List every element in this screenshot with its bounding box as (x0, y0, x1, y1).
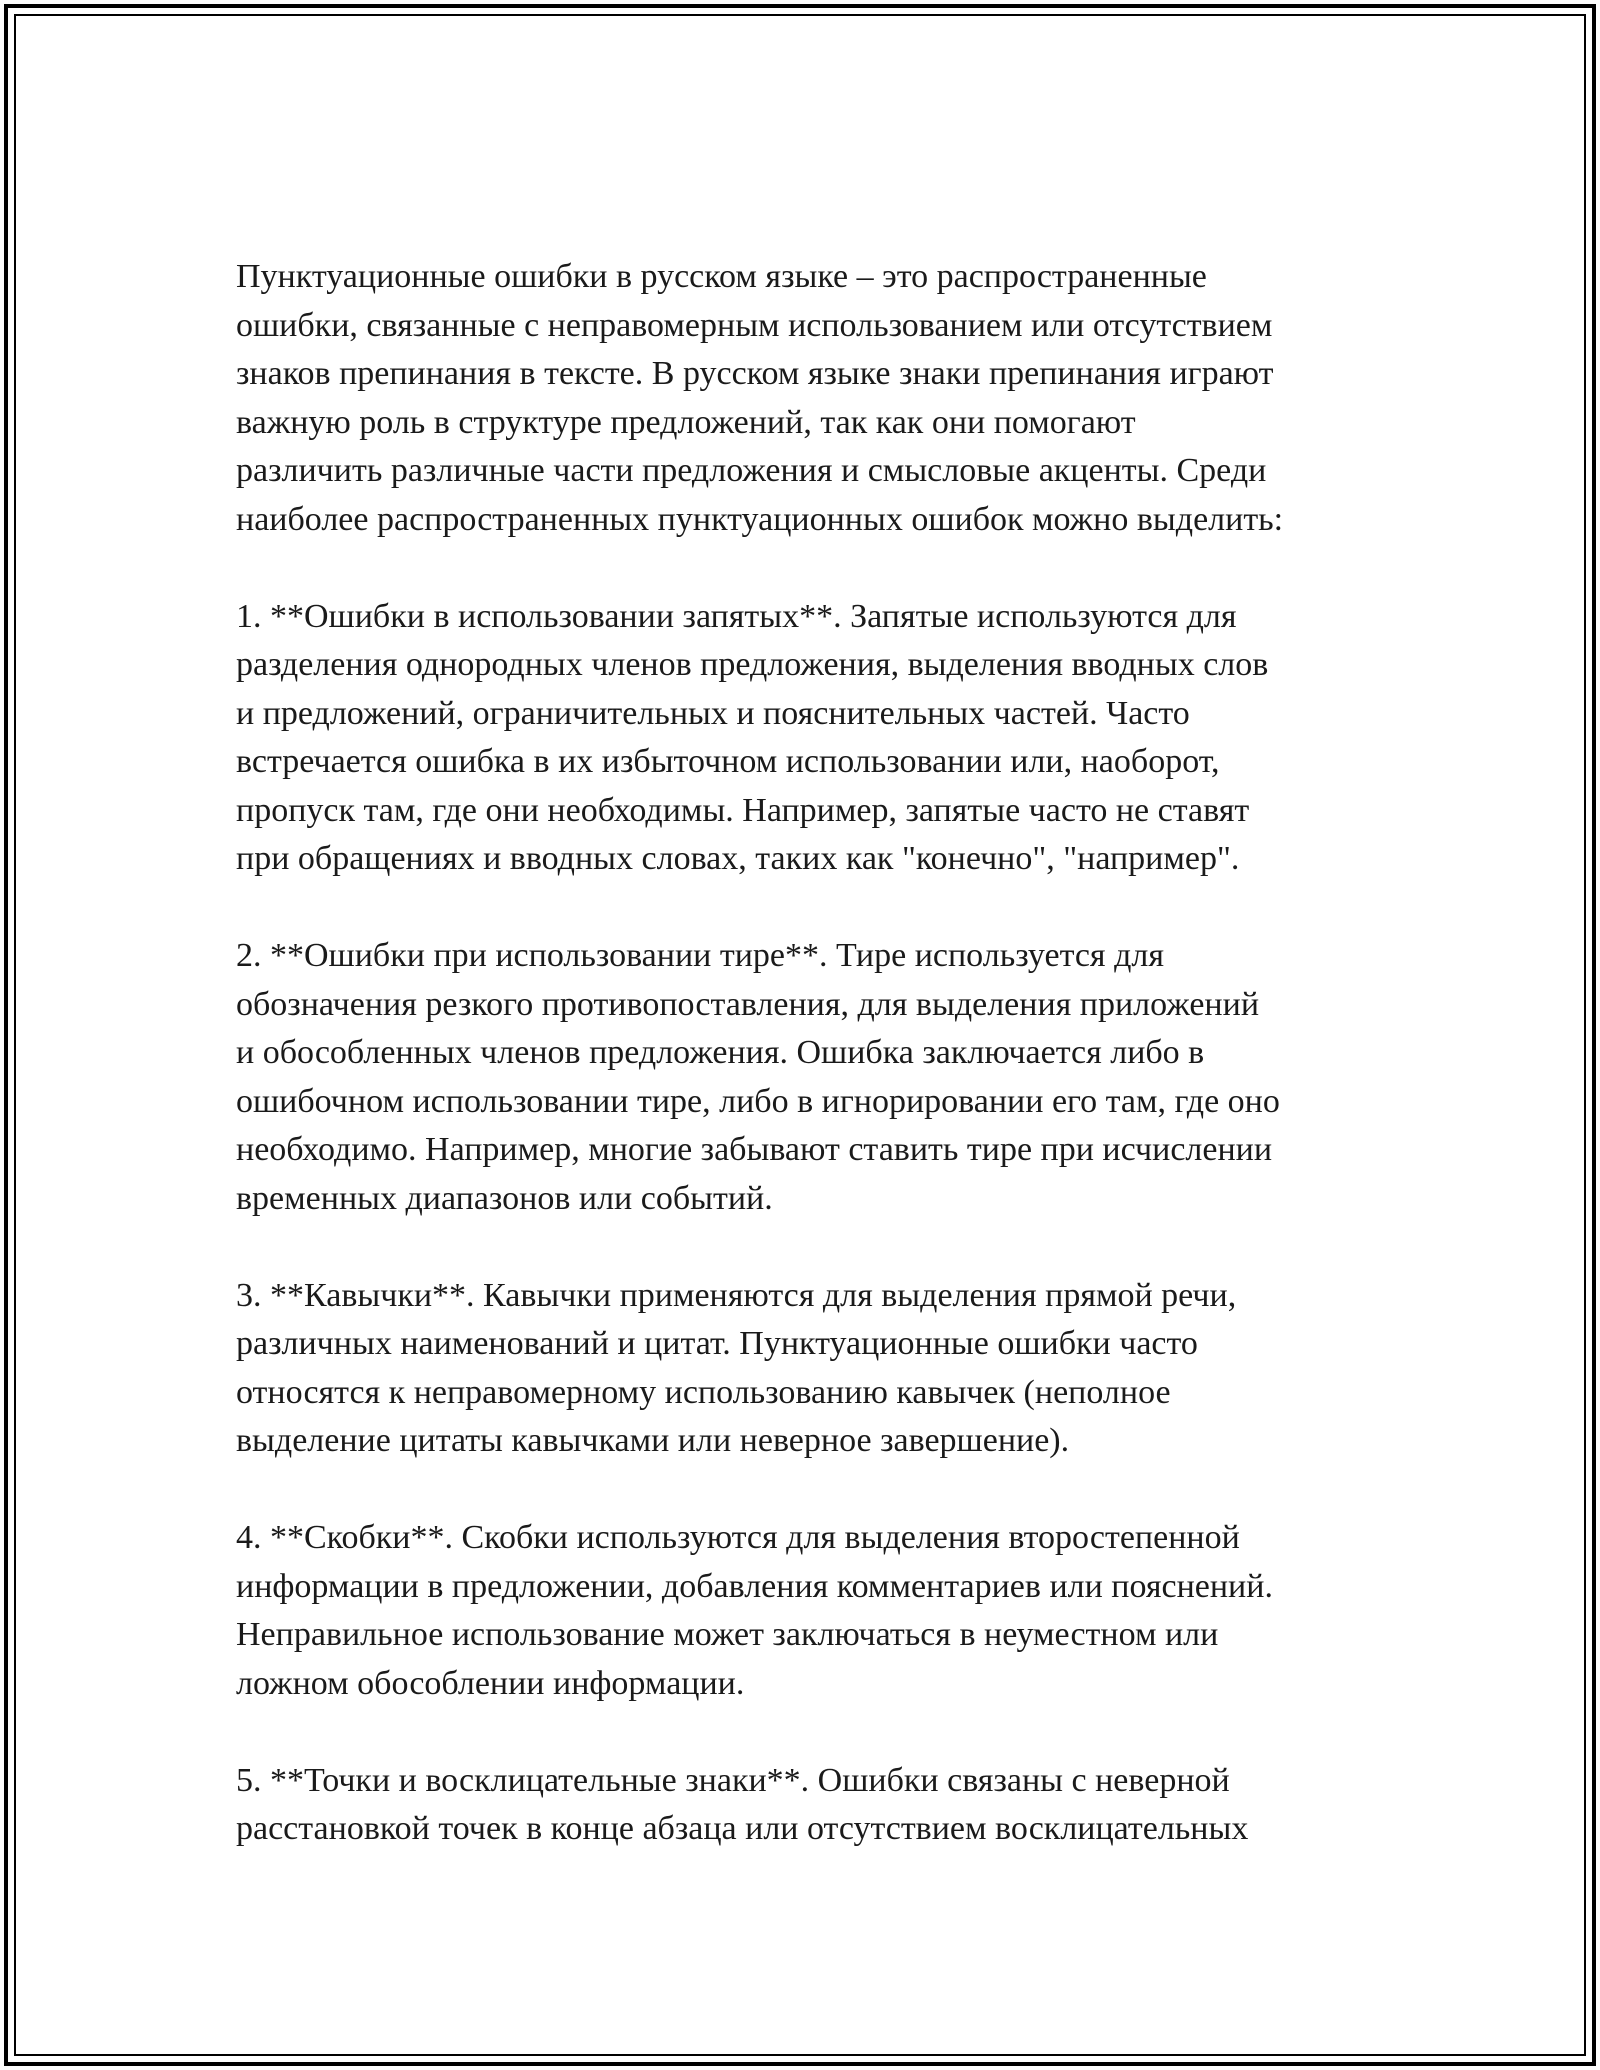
text-line: 2. **Ошибки при использовании тире**. Тире используется для (236, 937, 1164, 974)
text-line: расстановкой точек в конце абзаца или отсутствием восклицательных (236, 1810, 1249, 1847)
paragraph-intro (236, 253, 1416, 544)
text-line: встречается ошибка в их избыточном использовании или, наоборот, (236, 743, 1220, 780)
paragraph-item-5-periods (236, 1757, 1416, 1854)
text-line: пропуск там, где они необходимы. Например, запятые часто не ставят (236, 791, 1250, 829)
text-line: при обращениях и вводных словах, таких как "конечно", "например". (236, 840, 1240, 877)
text-line: Пунктуационные ошибки в русском языке – это распространенные (236, 258, 1207, 295)
text-line: 3. **Кавычки**. Кавычки применяются для выделения прямой речи, (236, 1276, 1237, 1314)
text-line: Неправильное использование может заключаться в неуместном или (236, 1616, 1219, 1653)
paragraph-item-1-commas (236, 593, 1416, 884)
text-line: обозначения резкого противопоставления, для выделения приложений (236, 985, 1260, 1023)
text-line: выделение цитаты кавычками или неверное завершение). (236, 1422, 1070, 1459)
text-line: наиболее распространенных пунктуационных ошибок можно выделить: (236, 500, 1284, 538)
text-line: временных диапазонов или событий. (236, 1179, 773, 1217)
text-line: знаков препинания в тексте. В русском языке знаки препинания играют (236, 355, 1274, 392)
paragraph-item-3-quotes (236, 1272, 1416, 1466)
text-line: важную роль в структуре предложений, так как они помогают (236, 403, 1136, 441)
text-line: и обособленных членов предложения. Ошибка заключается либо в (236, 1034, 1205, 1071)
text-line: 4. **Скобки**. Скобки используются для выделения второстепенной (236, 1519, 1240, 1556)
text-line: ошибочном использовании тире, либо в игнорировании его там, где оно (236, 1082, 1280, 1120)
text-line: информации в предложении, добавления комментариев или пояснений. (236, 1567, 1273, 1605)
paragraph-item-4-brackets (236, 1514, 1416, 1708)
text-line: различить различные части предложения и смысловые акценты. Среди (236, 452, 1267, 489)
text-line: относятся к неправомерному использованию кавычек (неполное (236, 1373, 1171, 1411)
text-line: необходимо. Например, многие забывают ставить тире при исчислении (236, 1131, 1273, 1168)
text-line: 5. **Точки и восклицательные знаки**. Ошибки связаны с неверной (236, 1761, 1230, 1799)
text-line: и предложений, ограничительных и пояснительных частей. Часто (236, 694, 1190, 732)
text-line: ошибки, связанные с неправомерным использованием или отсутствием (236, 306, 1273, 344)
paragraph-item-2-dash (236, 932, 1416, 1223)
text-line: ложном обособлении информации. (236, 1664, 745, 1702)
text-line: 1. **Ошибки в использовании запятых**. Запятые используются для (236, 597, 1237, 635)
document-body (236, 253, 1416, 1902)
text-line: различных наименований и цитат. Пунктуационные ошибки часто (236, 1325, 1198, 1362)
text-line: разделения однородных членов предложения, выделения вводных слов (236, 646, 1269, 683)
